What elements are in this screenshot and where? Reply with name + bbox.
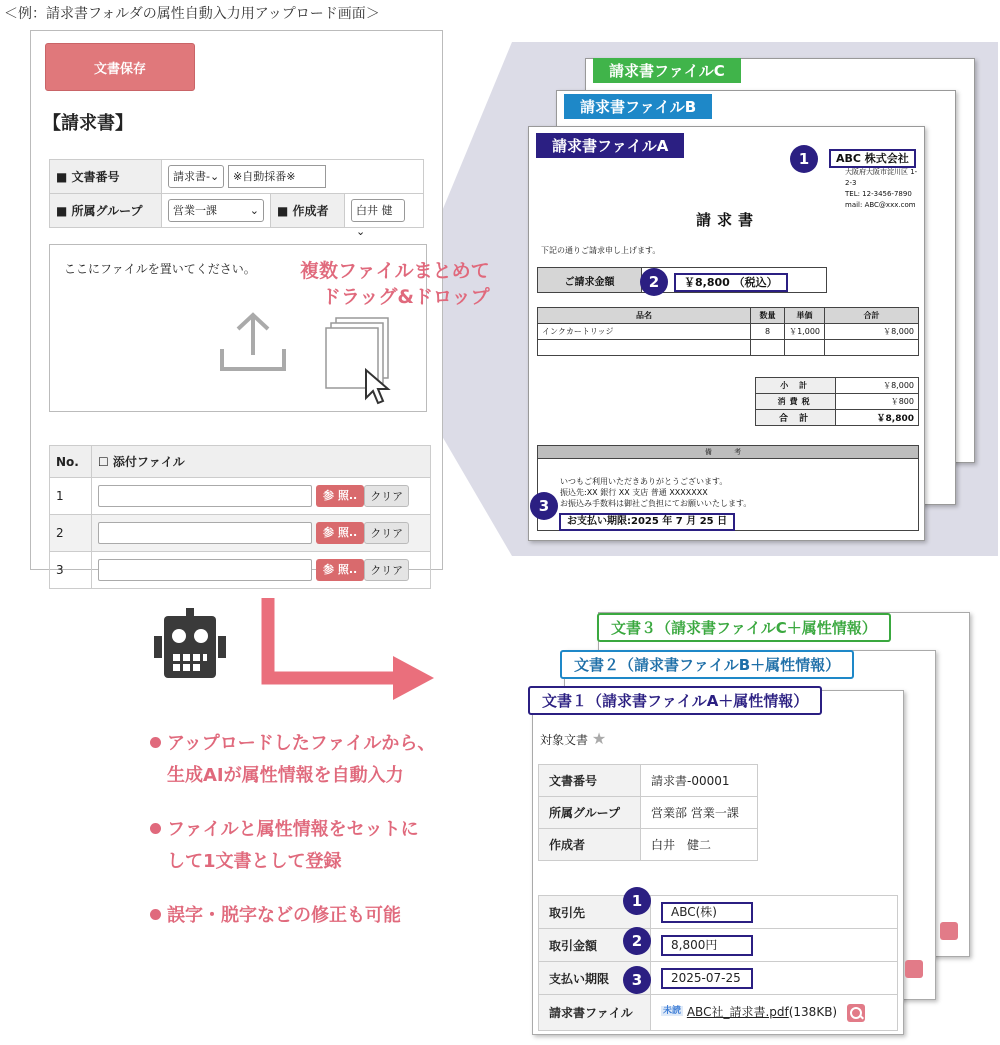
document-info-table: [538, 764, 758, 861]
table-row: [539, 929, 898, 962]
client-value[interactable]: ABC(株): [661, 902, 753, 923]
flow-arrow-icon: [258, 598, 438, 708]
row-number: 2: [50, 515, 92, 552]
author-label: 作成者: [539, 829, 641, 861]
document-2-tab: 文書２（請求書ファイルB＋属性情報）: [560, 650, 854, 679]
tax-label: 消費税: [756, 394, 836, 410]
badge-1: 1: [623, 887, 651, 915]
file-size: (138KB): [788, 1005, 838, 1020]
doc-number-value: 請求書-00001: [641, 765, 758, 797]
total-label: 合 計: [756, 410, 836, 426]
drag-line-2: ドラッグ&ドロップ: [321, 286, 490, 308]
table-row: [539, 896, 898, 929]
star-icon[interactable]: ★: [591, 729, 607, 748]
remarks-text: いつもご利用いただきありがとうございます。 振込先:XX 銀行 XX 支店 普通 XXXXXXX お振込み手数料は御社ご負担にてお願いいたします。: [560, 477, 752, 508]
invoice-amount-label: ご請求金額: [538, 268, 642, 292]
invoice-deadline: お支払い期限:2025 年 7 月 25 日: [559, 513, 735, 531]
item-total: ￥8,000: [825, 324, 919, 340]
file-path-input[interactable]: [98, 522, 312, 544]
doc-number-label: 文書番号: [539, 765, 641, 797]
group-label: 所属グループ: [539, 797, 641, 829]
clear-button[interactable]: クリア: [364, 559, 409, 581]
items-header: 合計: [825, 308, 919, 324]
table-row: [538, 340, 919, 356]
group-value: 営業部 営業一課: [641, 797, 758, 829]
clear-button[interactable]: クリア: [364, 485, 409, 507]
zoom-icon[interactable]: [905, 960, 923, 978]
items-header: 単価: [785, 308, 825, 324]
tax-value: ￥800: [836, 394, 919, 410]
item-price: ￥1,000: [785, 324, 825, 340]
items-header: 数量: [751, 308, 785, 324]
row-number: 3: [50, 552, 92, 589]
doc-type-select[interactable]: 請求書-⌄: [168, 165, 224, 188]
zoom-icon[interactable]: [847, 1004, 865, 1022]
stacked-files-cursor-icon: [322, 316, 402, 411]
group-label: ■ 所属グループ: [50, 194, 162, 228]
badge-3: 3: [530, 492, 558, 520]
browse-button[interactable]: 参 照..: [316, 559, 364, 581]
bullet-item: アップロードしたファイルから、 生成AIが属性情報を自動入力: [150, 728, 435, 792]
metadata-table: [49, 159, 424, 238]
author-label: ■ 作成者: [271, 194, 345, 228]
table-row: [539, 995, 898, 1031]
remarks-header: 備 考: [538, 446, 918, 459]
document-attributes-table: [538, 895, 898, 1031]
invoice-file-a-tab: 請求書ファイルA: [536, 133, 684, 158]
invoice-company: ABC 株式会社: [829, 149, 916, 168]
file-label: 請求書ファイル: [539, 995, 651, 1031]
client-label: 取引先: [539, 896, 651, 929]
table-row: [538, 324, 919, 340]
author-value: 白井 健二: [641, 829, 758, 861]
deadline-label: 支払い期限: [539, 962, 651, 995]
bullet-item: 誤字・脱字などの修正も可能: [150, 900, 435, 932]
table-row: [50, 552, 431, 589]
group-select[interactable]: 営業一課 ⌄: [168, 199, 264, 222]
drop-zone-text: ここにファイルを置いてください。: [64, 262, 256, 276]
save-document-button[interactable]: 文書保存: [45, 43, 195, 91]
bullet-dot-icon: [150, 909, 161, 920]
target-document-label: 対象文書: [540, 733, 589, 747]
unread-badge: 未読: [663, 1006, 682, 1017]
document-1-tab: 文書１（請求書ファイルA＋属性情報）: [528, 686, 822, 715]
invoice-title: 請求書: [695, 211, 759, 229]
form-title: 【請求書】: [43, 113, 133, 134]
invoice-file-c-tab: 請求書ファイルC: [593, 58, 741, 83]
feature-bullets: [150, 728, 435, 954]
clear-button[interactable]: クリア: [364, 522, 409, 544]
badge-1: 1: [790, 145, 818, 173]
invoice-sheet-a: [528, 126, 925, 541]
doc-number-label: ■ 文書番号: [50, 160, 162, 194]
page-caption: ＜例：請求書フォルダの属性自動入力用アップロード画面＞: [4, 6, 380, 22]
table-row: [539, 797, 758, 829]
invoice-file-b-tab: 請求書ファイルB: [564, 94, 712, 119]
upload-icon: [218, 307, 288, 377]
subtotal-value: ￥8,000: [836, 378, 919, 394]
table-row: [539, 829, 758, 861]
browse-button[interactable]: 参 照..: [316, 522, 364, 544]
browse-button[interactable]: 参 照..: [316, 485, 364, 507]
deadline-value[interactable]: 2025-07-25: [661, 968, 753, 989]
row-number: 1: [50, 478, 92, 515]
invoice-file-link[interactable]: ABC社_請求書.pdf: [686, 1005, 789, 1020]
invoice-amount-value: ￥8,800 （税込）: [674, 273, 788, 292]
table-row: [539, 962, 898, 995]
no-header: No.: [50, 446, 92, 478]
zoom-icon[interactable]: [940, 922, 958, 940]
file-path-input[interactable]: [98, 485, 312, 507]
invoice-intro: 下記の通りご請求申し上げます。: [541, 246, 661, 255]
target-document: [540, 729, 606, 748]
table-row: [50, 515, 431, 552]
subtotal-label: 小 計: [756, 378, 836, 394]
item-name: インクカートリッジ: [538, 324, 751, 340]
author-select[interactable]: 白井 健⌄: [351, 199, 405, 222]
amount-value[interactable]: 8,800円: [661, 935, 753, 956]
item-qty: 8: [751, 324, 785, 340]
drag-line-1: 複数ファイルまとめて: [300, 260, 490, 282]
table-row: [539, 765, 758, 797]
robot-icon: [150, 608, 230, 682]
drag-drop-annotation: [300, 258, 490, 310]
document-3-tab: 文書３（請求書ファイルC＋属性情報）: [597, 613, 891, 642]
attachment-table: [49, 445, 431, 589]
file-path-input[interactable]: [98, 559, 312, 581]
bullet-item: ファイルと属性情報をセットに して1文書として登録: [150, 814, 435, 878]
table-row: [50, 478, 431, 515]
badge-3: 3: [623, 966, 651, 994]
attach-file-header: ☐ 添付ファイル: [92, 446, 431, 478]
amount-label: 取引金額: [539, 929, 651, 962]
items-header: 品名: [538, 308, 751, 324]
badge-2: 2: [623, 927, 651, 955]
badge-2: 2: [640, 268, 668, 296]
bullet-dot-icon: [150, 737, 161, 748]
invoice-items-table: [537, 307, 919, 356]
bullet-dot-icon: [150, 823, 161, 834]
invoice-totals-table: [755, 377, 919, 426]
invoice-address: 大阪府大阪市淀川区 1-2-3 TEL: 12-3456-7890 mail: ABC@xxx.com: [845, 168, 918, 209]
doc-number-field[interactable]: ※自動採番※: [228, 165, 326, 188]
total-value: ￥8,800: [836, 410, 919, 426]
